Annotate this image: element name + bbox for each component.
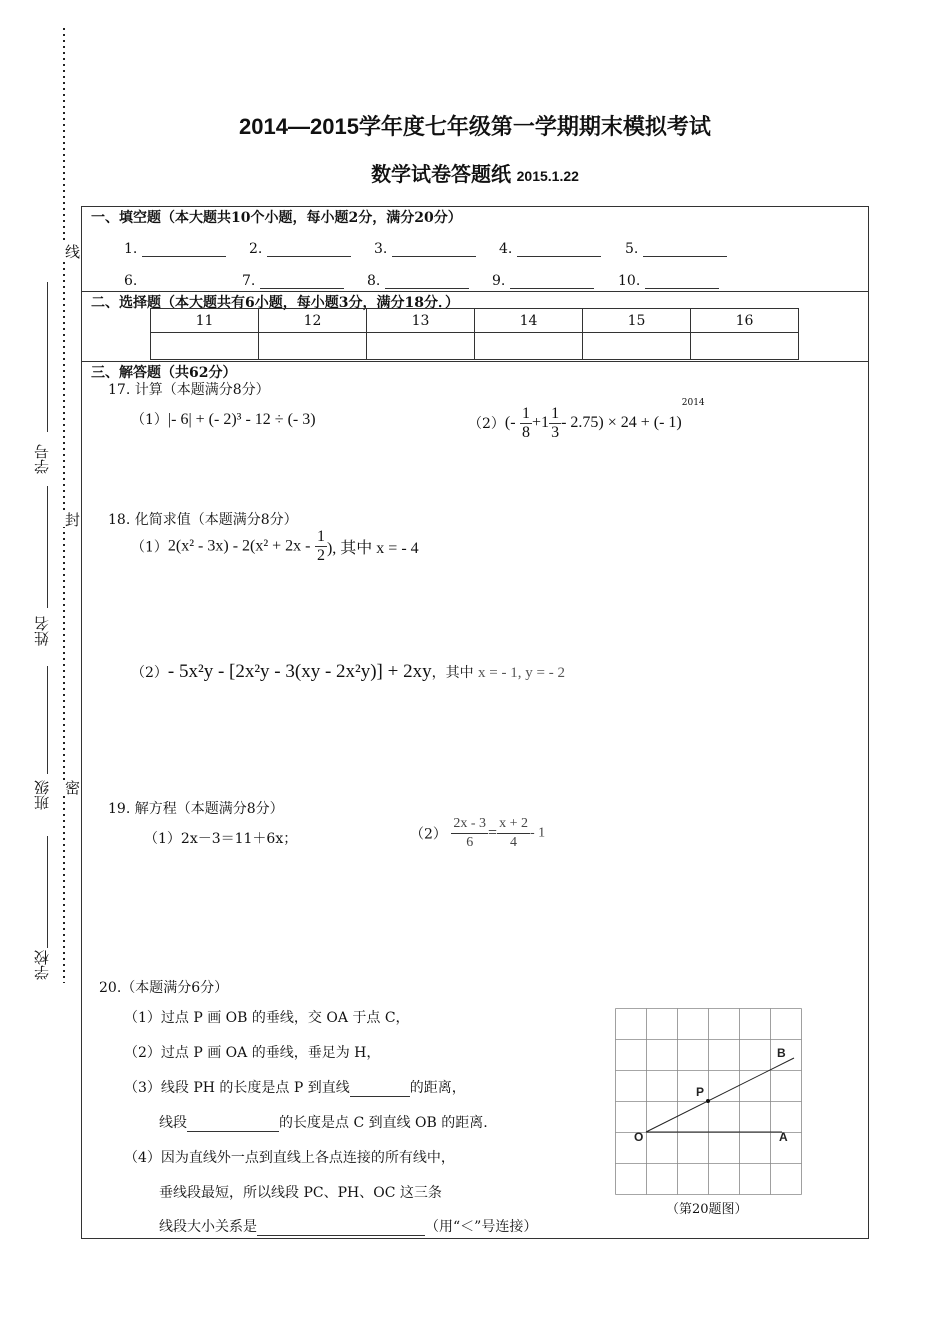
q19-frac1-denominator: 6 bbox=[466, 835, 474, 850]
q18-p2-condition: x = - 1, y = - 2 bbox=[478, 665, 565, 681]
choice-header-15: 15 bbox=[583, 309, 691, 333]
q17-part1 bbox=[131, 409, 316, 429]
page-title: 2014—2015学年度七年级第一学期期末模拟考试 bbox=[239, 114, 711, 139]
q19-part2 bbox=[410, 815, 545, 852]
q17-p2-fraction-2 bbox=[549, 405, 561, 442]
blank-label-6: 6. bbox=[124, 273, 138, 289]
choice-header-11: 11 bbox=[151, 309, 259, 333]
q17-p2-rest: - 2.75) × 24 + (- 1) bbox=[561, 414, 682, 431]
point-P-label: P bbox=[696, 1085, 705, 1099]
blank-label-8: 8. bbox=[367, 273, 381, 289]
blank-label-9: 9. bbox=[492, 273, 506, 289]
q19-title: 19. 解方程（本题满分8分） bbox=[108, 801, 284, 817]
blank-10[interactable] bbox=[645, 274, 719, 289]
point-A-label: A bbox=[779, 1130, 788, 1144]
blank-5[interactable] bbox=[643, 242, 727, 257]
q18-p2-expression: - 5x²y - [2x²y - 3(xy - 2x²y)] + 2xy bbox=[167, 661, 432, 682]
q20-l3-blank[interactable] bbox=[350, 1082, 410, 1097]
choice-answer-14[interactable] bbox=[475, 333, 583, 360]
q19-frac1-numerator: 2x - 3 bbox=[451, 815, 488, 834]
q18-p1-label: （1） bbox=[131, 539, 168, 556]
fill-blank-row-2 bbox=[124, 273, 743, 289]
q20-line-6: 垂线段最短，所以线段 PC、PH、OC 这三条 bbox=[159, 1185, 442, 1201]
q18-p1-fraction bbox=[315, 528, 327, 565]
q18-part2 bbox=[131, 661, 565, 683]
student-number-blank[interactable] bbox=[47, 282, 48, 432]
q18-frac-numerator: 1 bbox=[316, 528, 325, 545]
q19-p2-label: （2） bbox=[410, 826, 447, 843]
blank-label-10: 10. bbox=[618, 273, 641, 289]
q20-l7-blank[interactable] bbox=[257, 1221, 425, 1236]
fill-blank-row-1 bbox=[124, 241, 750, 257]
q17-frac2-denominator: 3 bbox=[551, 423, 560, 441]
q20-l4-text-a: 线段 bbox=[159, 1115, 187, 1131]
q18-p2-label: （2） bbox=[131, 665, 168, 681]
blank-label-3: 3. bbox=[374, 241, 388, 257]
student-name-label: 姓名 bbox=[33, 616, 51, 646]
q20-l4-text-b: 的长度是点 C 到直线 OB 的距离. bbox=[279, 1115, 488, 1131]
point-B-label: B bbox=[777, 1046, 786, 1060]
q19-p2-fraction-1 bbox=[451, 815, 488, 852]
blank-label-7: 7. bbox=[242, 273, 256, 289]
q17-p2-open: (- bbox=[504, 414, 516, 431]
q20-grid-figure bbox=[612, 1005, 806, 1199]
q17-p1-label: （1） bbox=[131, 412, 168, 428]
point-P-dot bbox=[706, 1099, 710, 1103]
binding-mark-mi: 密 bbox=[63, 780, 81, 795]
q20-line-5: （4）因为直线外一点到直线上各点连接的所有线中， bbox=[124, 1150, 455, 1166]
q20-l3-text-b: 的距离， bbox=[409, 1080, 466, 1096]
blank-4[interactable] bbox=[517, 242, 601, 257]
subtitle-text: 数学试卷答题纸 bbox=[371, 164, 512, 186]
q20-title: 20.（本题满分6分） bbox=[99, 980, 229, 996]
q20-line-2: （2）过点 P 画 OA 的垂线，垂足为 H， bbox=[124, 1045, 381, 1061]
q17-p2-plus-one: +1 bbox=[532, 414, 550, 431]
q17-title: 17. 计算（本题满分8分） bbox=[108, 382, 270, 398]
q17-p2-fraction-1 bbox=[520, 405, 532, 442]
choice-answer-15[interactable] bbox=[583, 333, 691, 360]
blank-label-2: 2. bbox=[249, 241, 263, 257]
q18-frac-denominator: 2 bbox=[316, 547, 325, 564]
choice-answer-13[interactable] bbox=[367, 333, 475, 360]
blank-3[interactable] bbox=[392, 242, 476, 257]
blank-label-4: 4. bbox=[499, 241, 513, 257]
blank-label-1: 1. bbox=[124, 241, 138, 257]
choice-answer-table bbox=[150, 308, 799, 360]
q17-frac1-denominator: 8 bbox=[522, 423, 531, 441]
section3-heading: 三、解答题（共62分） bbox=[91, 365, 237, 381]
choice-header-16: 16 bbox=[691, 309, 799, 333]
subtitle-date: 2015.1.22 bbox=[516, 168, 579, 184]
blank-2[interactable] bbox=[267, 242, 351, 257]
q19-frac2-numerator: x + 2 bbox=[497, 815, 530, 834]
class-label: 班级 bbox=[33, 780, 51, 810]
q17-frac1-numerator: 1 bbox=[522, 404, 531, 422]
choice-header-13: 13 bbox=[367, 309, 475, 333]
q17-part2 bbox=[468, 398, 705, 442]
q18-part1 bbox=[131, 528, 419, 565]
school-label: 学校 bbox=[33, 950, 51, 980]
blank-7[interactable] bbox=[260, 274, 344, 289]
q18-p1-expression: 2(x² - 3x) - 2(x² + 2x - bbox=[167, 537, 311, 555]
q17-p2-exponent: 2014 bbox=[681, 398, 705, 408]
q20-line-7 bbox=[159, 1216, 537, 1236]
choice-answer-16[interactable] bbox=[691, 333, 799, 360]
q17-p2-label: （2） bbox=[468, 416, 505, 432]
q20-line-3 bbox=[124, 1077, 466, 1097]
q18-p2-cond-label: ，其中 bbox=[431, 665, 474, 681]
q17-frac2-numerator: 1 bbox=[551, 404, 560, 422]
school-blank[interactable] bbox=[47, 836, 48, 948]
binding-mark-feng: 封 bbox=[63, 512, 81, 527]
blank-8[interactable] bbox=[385, 274, 469, 289]
q20-l3-text-a: （3）线段 PH 的长度是点 P 到直线 bbox=[124, 1080, 350, 1096]
q18-title: 18. 化简求值（本题满分8分） bbox=[108, 512, 298, 528]
point-O-label: O bbox=[634, 1130, 644, 1144]
choice-header-12: 12 bbox=[259, 309, 367, 333]
choice-header-14: 14 bbox=[475, 309, 583, 333]
q20-figure-caption: （第20题图） bbox=[666, 1202, 748, 1217]
choice-answer-11[interactable] bbox=[151, 333, 259, 360]
blank-label-5: 5. bbox=[625, 241, 639, 257]
q20-l7-text-b: （用“＜”号连接） bbox=[425, 1219, 538, 1235]
q20-line-1: （1）过点 P 画 OB 的垂线，交 OA 于点 C， bbox=[124, 1010, 410, 1026]
q20-line-4 bbox=[159, 1112, 488, 1132]
page-subtitle bbox=[0, 158, 950, 187]
q19-part1: （1）2x－3＝11＋6x； bbox=[144, 831, 298, 847]
q19-p2-tail: - 1 bbox=[529, 825, 546, 841]
section1-heading: 一、填空题（本大题共10个小题，每小题2分，满分20分） bbox=[91, 210, 462, 226]
blank-9[interactable] bbox=[510, 274, 594, 289]
q20-l7-text-a: 线段大小关系是 bbox=[159, 1219, 257, 1235]
student-name-blank[interactable] bbox=[47, 486, 48, 608]
q20-l4-blank[interactable] bbox=[187, 1117, 279, 1132]
q19-p2-equals: = bbox=[488, 824, 498, 842]
section2-heading: 二、选择题（本大题共有6小题，每小题3分，满分18分．） bbox=[91, 295, 459, 311]
q19-p2-fraction-2 bbox=[497, 815, 530, 852]
class-blank[interactable] bbox=[47, 666, 48, 774]
ray-OB bbox=[646, 1058, 794, 1132]
q17-p1-expression: |- 6| + (- 2)³ - 12 ÷ (- 3) bbox=[167, 411, 316, 428]
choice-answer-12[interactable] bbox=[259, 333, 367, 360]
q19-frac2-denominator: 4 bbox=[510, 835, 518, 850]
student-number-label: 学号 bbox=[33, 444, 51, 474]
binding-mark-xian: 线 bbox=[63, 244, 81, 259]
blank-1[interactable] bbox=[142, 242, 226, 257]
q18-p1-condition: ), 其中 x = - 4 bbox=[326, 540, 419, 557]
